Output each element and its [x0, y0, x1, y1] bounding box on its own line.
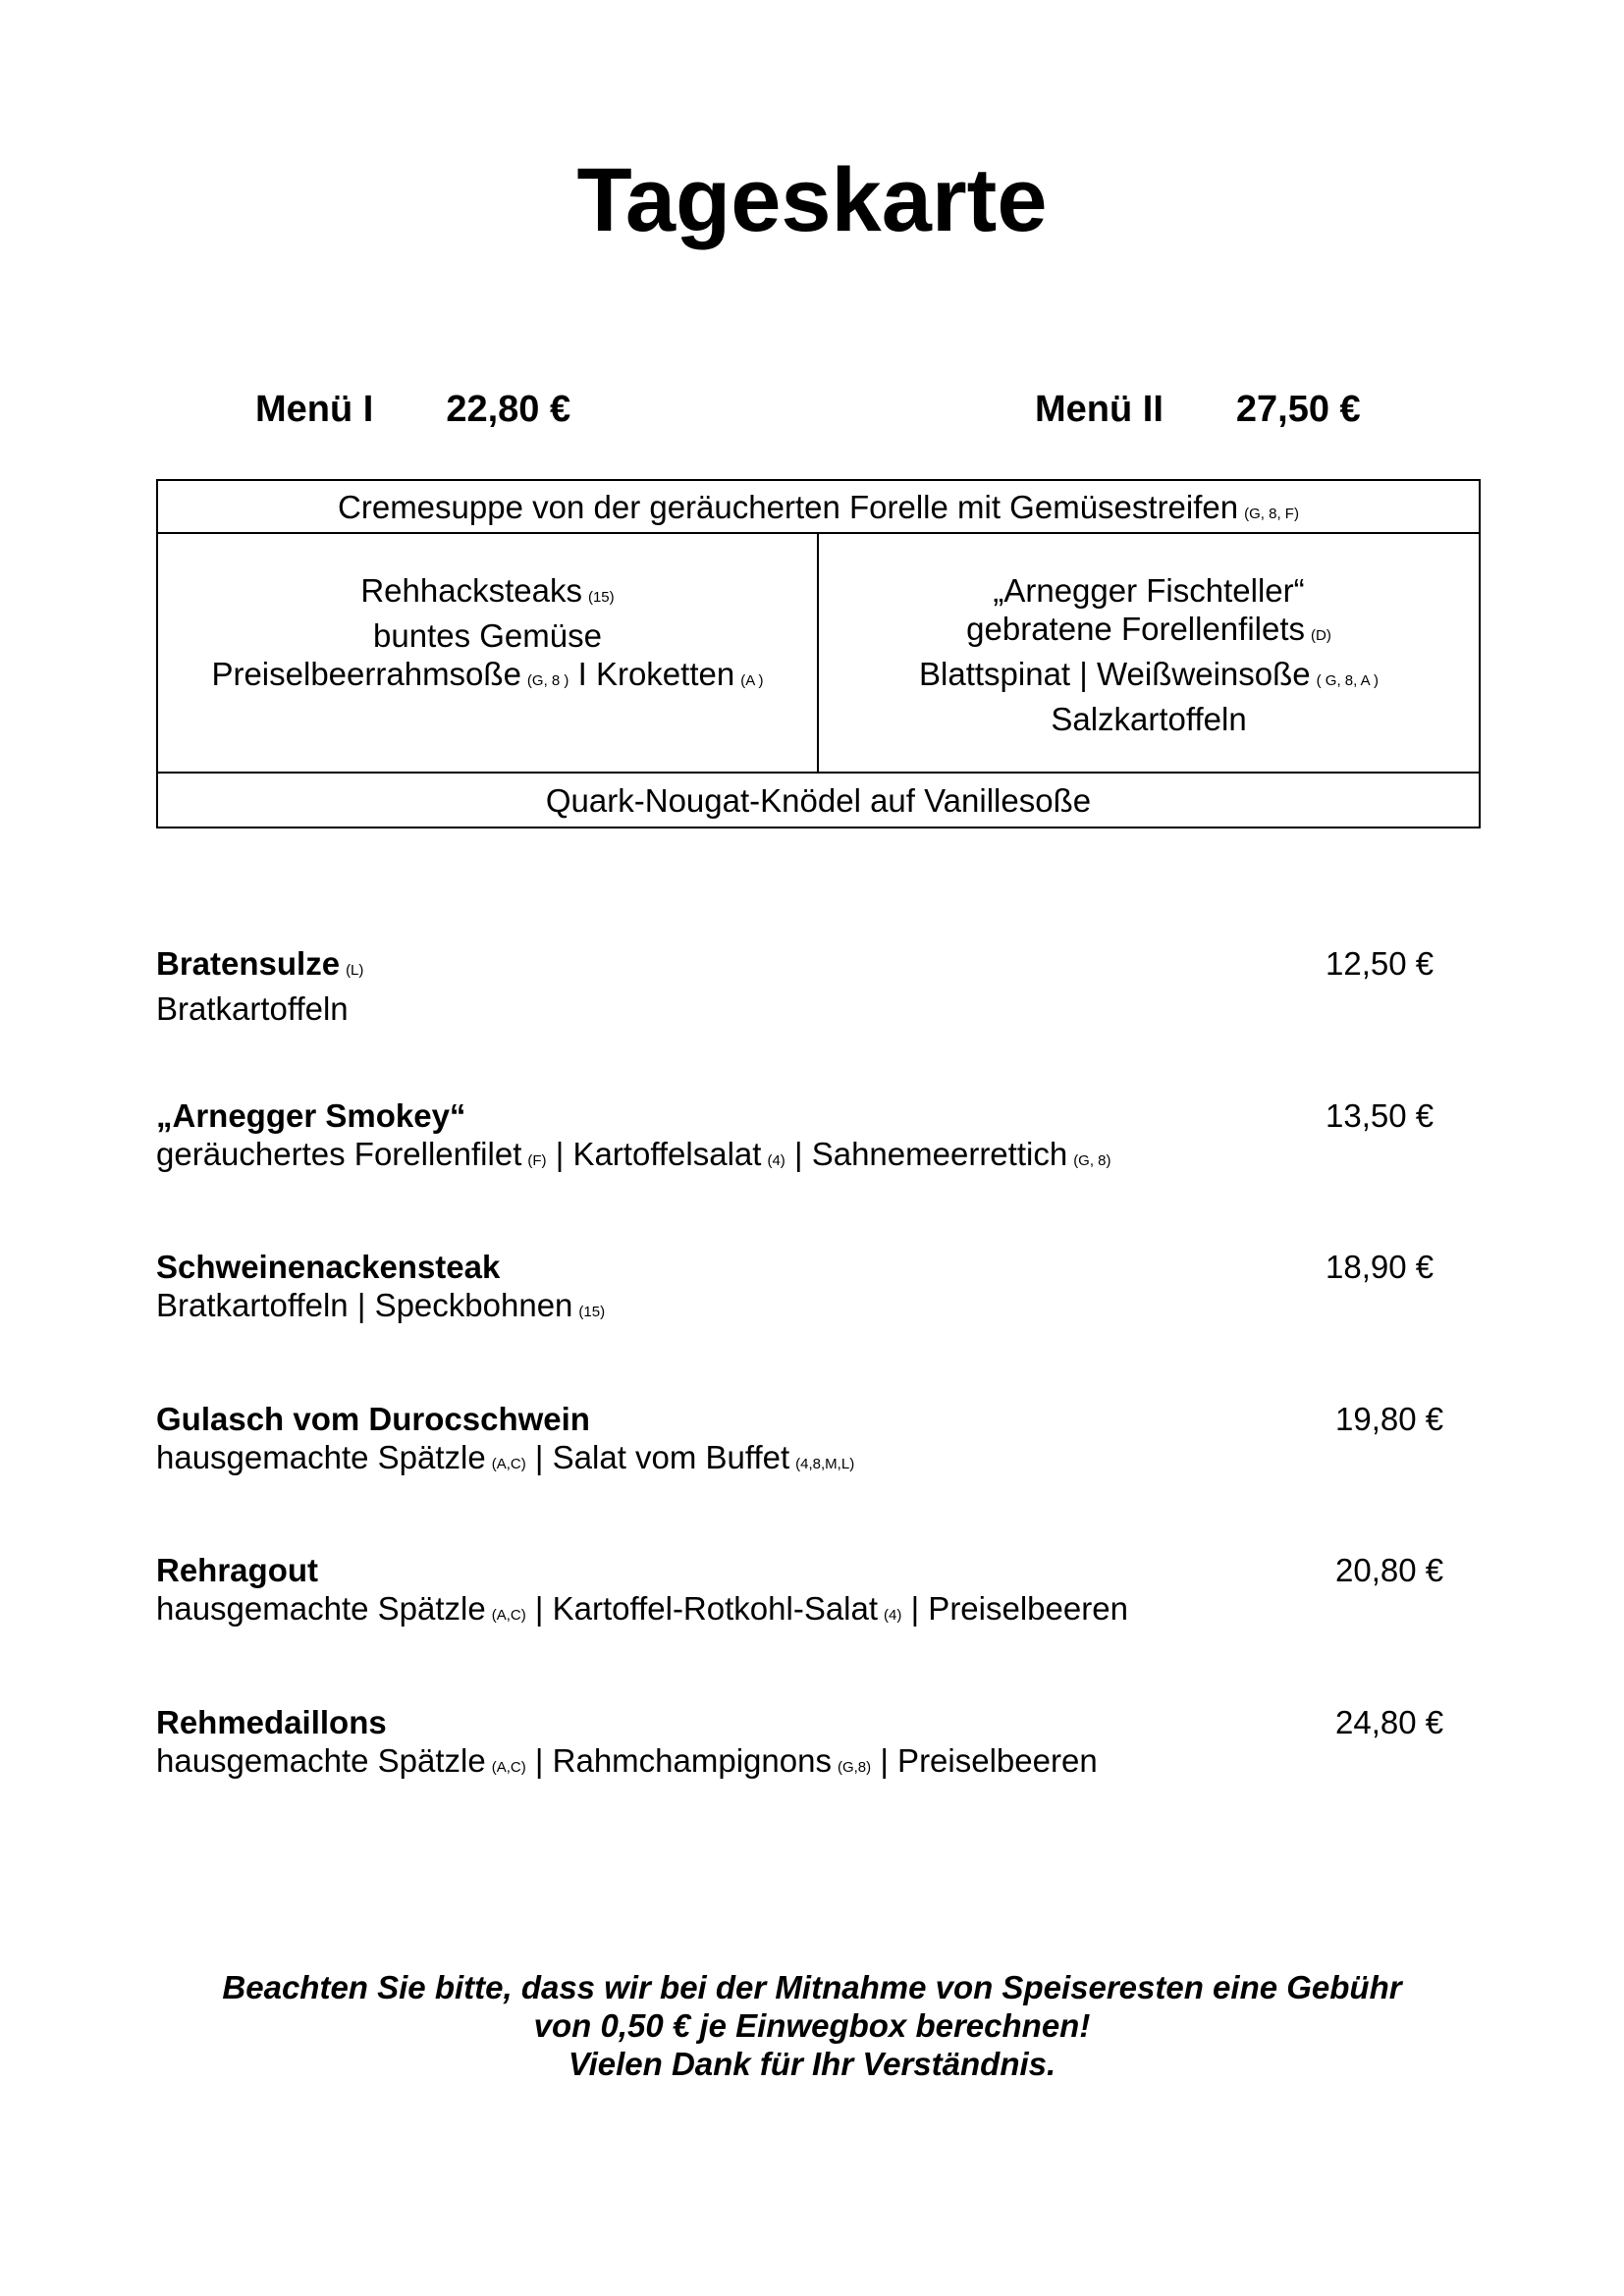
page-title: Tageskarte — [576, 150, 1048, 250]
dish-name — [156, 1551, 1452, 1589]
dish-description — [156, 1589, 1452, 1634]
dish-component: hausgemachte Spätzle — [156, 1439, 486, 1475]
mains-row — [158, 534, 1479, 772]
menu-1-main-line-1 — [158, 571, 817, 616]
dish-component: Bratkartoffeln | Speckbohnen — [156, 1287, 573, 1323]
dish-description — [156, 1286, 1452, 1331]
dish-item — [156, 1551, 1452, 1634]
dish-name — [156, 1400, 1452, 1438]
soup-allergens: (G, 8, F) — [1244, 506, 1299, 522]
menu-2-main-dish: gebratene Forellenfilets — [966, 611, 1306, 647]
dish-component-allergens: (A,C) — [491, 1607, 526, 1624]
dish-component: | Kartoffelsalat — [555, 1136, 762, 1172]
menu-1-price: 22,80 € — [446, 389, 571, 430]
dish-component-allergens: (A,C) — [491, 1759, 526, 1776]
dish-item — [156, 1248, 1452, 1331]
dish-name-text: Gulasch vom Durocschwein — [156, 1401, 590, 1437]
dish-component: | Sahnemeerrettich — [793, 1136, 1068, 1172]
dessert-text: Quark-Nougat-Knödel auf Vanillesoße — [545, 782, 1092, 819]
soup-text: Cremesuppe von der geräucherten Forelle mit Gemüsestreifen — [338, 489, 1239, 525]
menu-2-label: Menü II — [1035, 389, 1164, 430]
dish-component-allergens: (G, 8) — [1073, 1152, 1111, 1169]
dish-price: 18,90 € — [1326, 1249, 1435, 1285]
dish-component-allergens: (4) — [767, 1152, 785, 1169]
menu-2-main — [819, 534, 1479, 772]
menu-2-main-line-2 — [819, 610, 1479, 655]
menu-2-main-line-3 — [819, 655, 1479, 700]
menu-1-side: I Kroketten — [577, 656, 735, 692]
menu-1-main — [158, 534, 819, 772]
dish-component-allergens: (15) — [578, 1304, 606, 1320]
menu-2-main-line-1: „Arnegger Fischteller“ — [993, 572, 1305, 609]
dish-component: Bratkartoffeln — [156, 990, 349, 1027]
dish-name-text: Rehragout — [156, 1552, 318, 1588]
dish-name — [156, 944, 1452, 989]
dish-component-allergens: (F) — [527, 1152, 547, 1169]
footer-line-3: Vielen Dank für Ihr Verständnis. — [568, 2046, 1056, 2082]
dish-component: | Rahmchampignons — [534, 1742, 832, 1779]
dish-description — [156, 989, 1452, 1028]
dish-name — [156, 1248, 1452, 1286]
menu-1-main-dish-allergens: (15) — [587, 589, 615, 606]
dish-name-text: Schweinenackensteak — [156, 1249, 501, 1285]
footer-note — [0, 1968, 1624, 2083]
menu-table — [156, 479, 1481, 828]
menu-1-main-dish: Rehhacksteaks — [360, 572, 582, 609]
menu-1-sauce: Preiselbeerrahmsoße — [211, 656, 521, 692]
dish-description — [156, 1438, 1452, 1483]
menu-1-label: Menü I — [255, 389, 374, 430]
dish-name-text: Rehmedaillons — [156, 1704, 387, 1740]
dish-component: geräuchertes Forellenfilet — [156, 1136, 522, 1172]
dish-description — [156, 1741, 1452, 1787]
dish-price: 12,50 € — [1326, 945, 1435, 982]
menu-2-sides: Blattspinat | Weißweinsoße — [919, 656, 1311, 692]
menu-1-header — [255, 391, 570, 428]
dish-component-allergens: (4,8,M,L) — [795, 1456, 855, 1472]
menu-2-sides-allergens: ( G, 8, A ) — [1316, 672, 1379, 689]
dish-component-allergens: (G,8) — [837, 1759, 872, 1776]
dish-name — [156, 1703, 1452, 1741]
menu-2-main-line-4: Salzkartoffeln — [1051, 701, 1247, 737]
dish-item — [156, 1096, 1452, 1180]
menu-2-price: 27,50 € — [1235, 389, 1361, 430]
dessert-row — [158, 772, 1479, 827]
dish-name — [156, 1096, 1452, 1135]
dish-name-text: Bratensulze — [156, 945, 341, 982]
dish-name-text: „Arnegger Smokey“ — [156, 1097, 466, 1134]
dish-item — [156, 944, 1452, 1028]
menu-1-main-line-2: buntes Gemüse — [373, 617, 602, 654]
menu-1-sauce-allergens: (G, 8 ) — [526, 672, 569, 689]
dish-component: | Preiselbeeren — [880, 1742, 1098, 1779]
dish-component-allergens: (A,C) — [491, 1456, 526, 1472]
dish-item — [156, 1400, 1452, 1483]
dish-description — [156, 1135, 1452, 1180]
dish-name-allergens: (L) — [346, 962, 364, 979]
footer-line-1: Beachten Sie bitte, dass wir bei der Mitnahme von Speiseresten eine Gebühr — [222, 1969, 1402, 2005]
dish-price: 13,50 € — [1326, 1097, 1435, 1134]
menu-2-main-dish-allergens: (D) — [1311, 627, 1331, 644]
dish-component: hausgemachte Spätzle — [156, 1742, 486, 1779]
dish-component: | Kartoffel-Rotkohl-Salat — [534, 1590, 879, 1627]
dish-component: | Salat vom Buffet — [534, 1439, 790, 1475]
soup-row — [158, 481, 1479, 534]
menu-1-main-line-3 — [158, 655, 817, 700]
dish-price: 24,80 € — [1335, 1704, 1444, 1740]
dish-price: 19,80 € — [1335, 1401, 1444, 1437]
footer-line-2: von 0,50 € je Einwegbox berechnen! — [533, 2007, 1091, 2044]
dish-item — [156, 1703, 1452, 1787]
menu-2-header — [1035, 391, 1361, 428]
menu-1-side-allergens: (A ) — [740, 672, 764, 689]
dish-price: 20,80 € — [1335, 1552, 1444, 1588]
dish-component: | Preiselbeeren — [910, 1590, 1128, 1627]
dish-component-allergens: (4) — [884, 1607, 902, 1624]
dish-component: hausgemachte Spätzle — [156, 1590, 486, 1627]
